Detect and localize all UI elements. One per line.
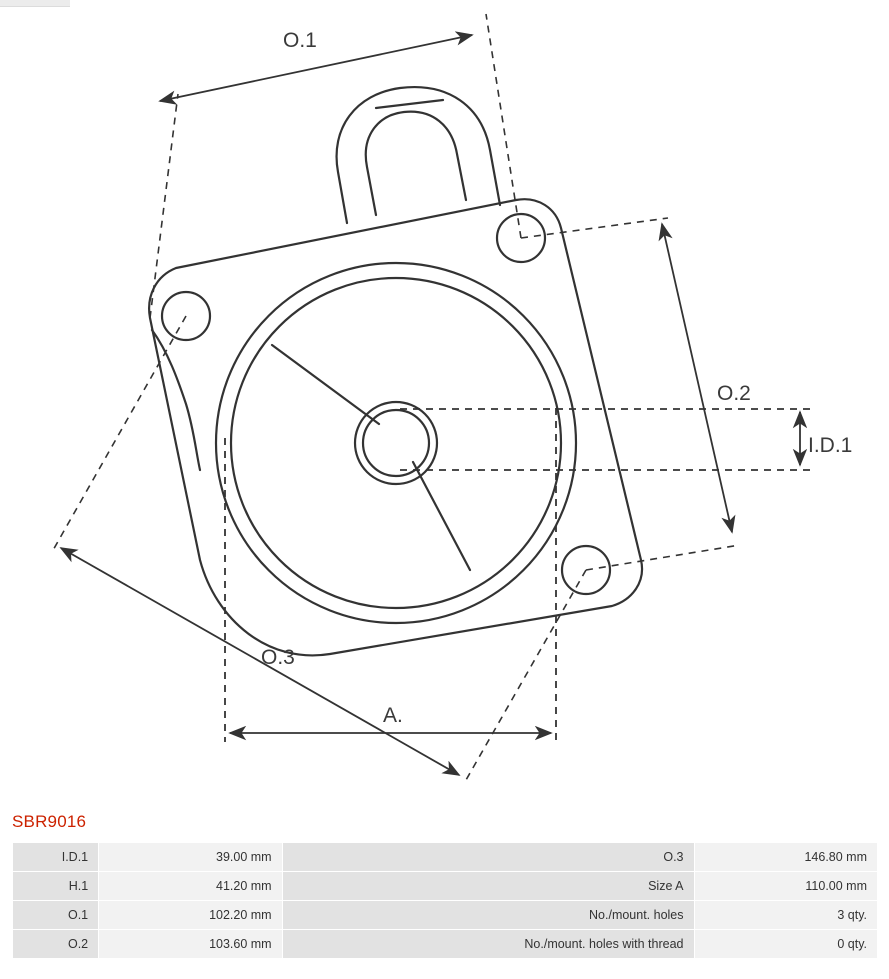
spec-value-secondary: 110.00 mm [694,872,877,901]
spec-value-secondary: 3 qty. [694,901,877,930]
spec-label-secondary: O.3 [282,843,694,872]
dimension-label-a: A. [383,704,403,727]
spec-value: 41.20 mm [99,872,282,901]
spec-value-secondary: 146.80 mm [694,843,877,872]
specifications-table [12,842,878,959]
spec-label: I.D.1 [13,843,99,872]
spec-value: 102.20 mm [99,901,282,930]
hook-bracket [337,87,500,223]
spec-label: H.1 [13,872,99,901]
bore-circles [216,263,576,623]
spec-value-secondary: 0 qty. [694,930,877,959]
table-row [13,843,878,872]
spec-label: O.2 [13,930,99,959]
table-row [13,901,878,930]
bore-spokes [272,345,470,570]
dimension-label-o3: O.3 [261,646,295,669]
dimension-label-id1: I.D.1 [808,434,853,457]
part-number-title: SBR9016 [12,812,87,831]
spec-label-secondary: No./mount. holes [282,901,694,930]
dimension-label-o1: O.1 [283,29,317,52]
spec-label: O.1 [13,901,99,930]
spec-label-secondary: No./mount. holes with thread [282,930,694,959]
table-row [13,930,878,959]
spec-value: 39.00 mm [99,843,282,872]
dimension-label-o2: O.2 [717,382,751,405]
dimension-o3 [52,316,586,780]
spec-value: 103.60 mm [99,930,282,959]
table-row [13,872,878,901]
spec-label-secondary: Size A [282,872,694,901]
